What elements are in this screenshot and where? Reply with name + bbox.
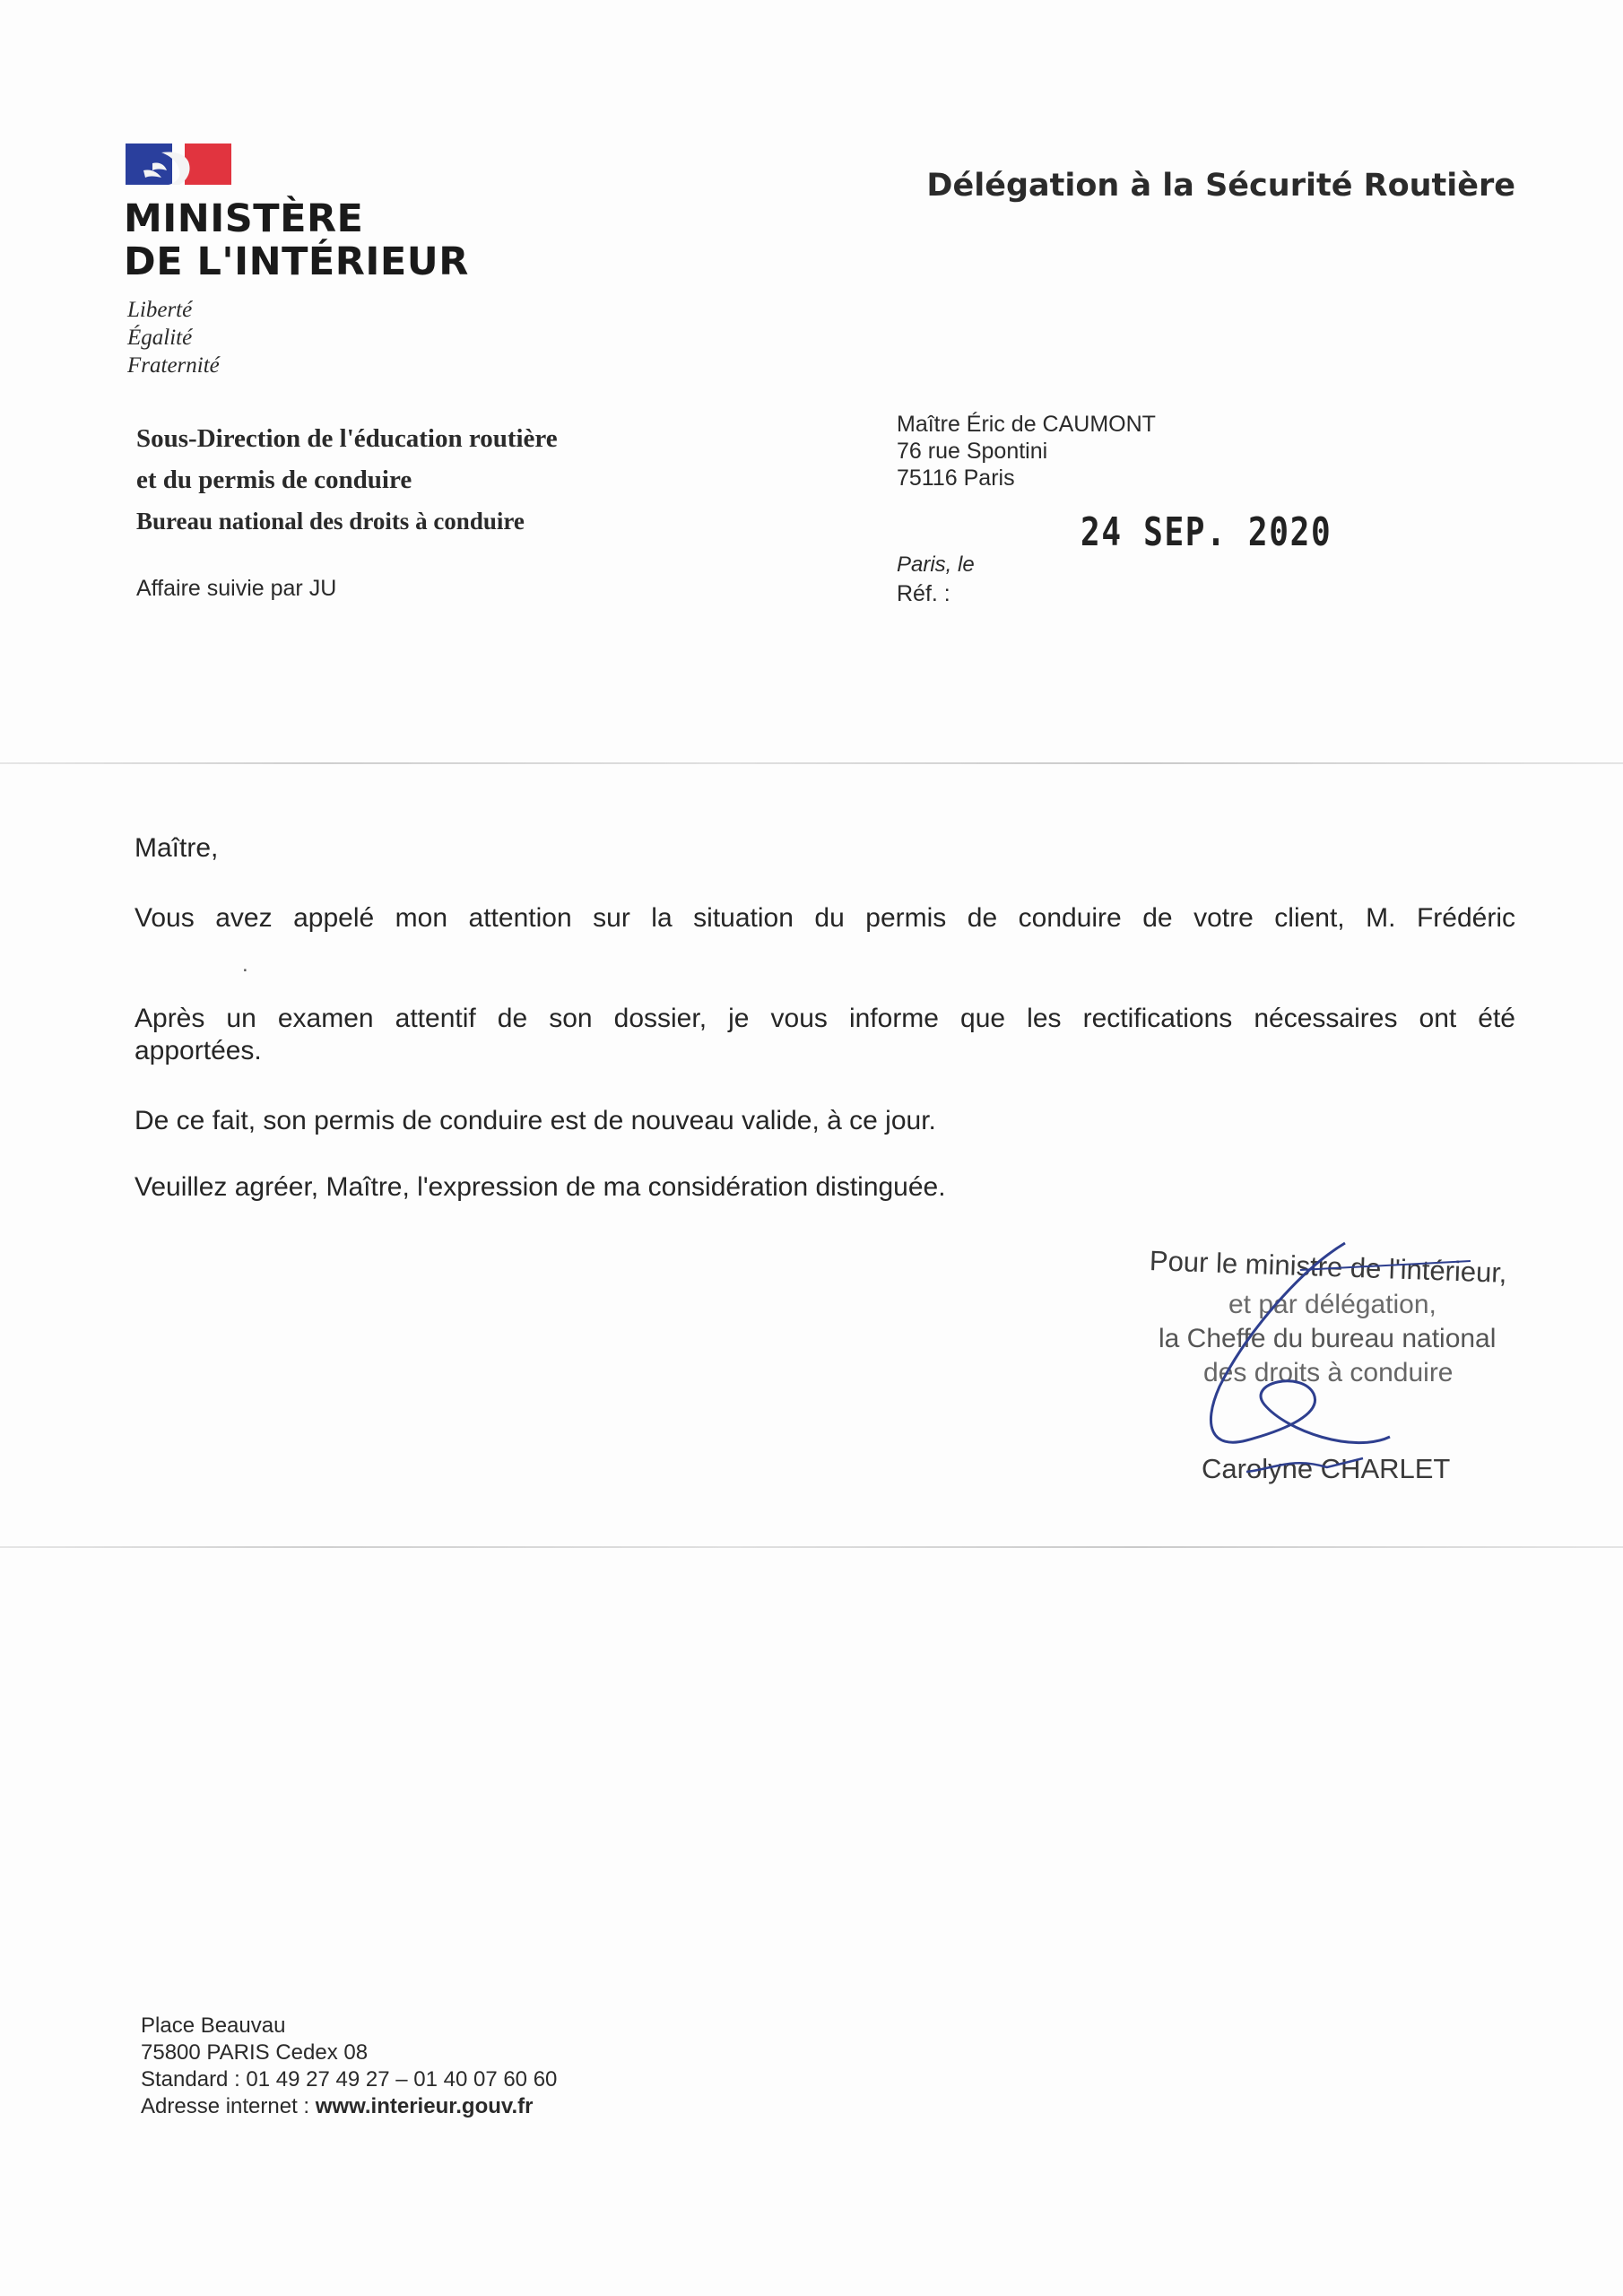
subdirection-line1: Sous-Direction de l'éducation routière xyxy=(136,424,558,453)
ministry-name xyxy=(124,197,469,283)
stamp-line3: la Cheffe du bureau national xyxy=(1159,1324,1497,1353)
paragraph-2-line2: apportées. xyxy=(135,1036,262,1065)
paragraph-3: De ce fait, son permis de conduire est de nouveau valide, à ce jour. xyxy=(135,1106,936,1135)
recipient-street: 76 rue Spontini xyxy=(897,439,1048,464)
footer-line1: Place Beauvau xyxy=(141,2013,286,2038)
motto-liberte: Liberté xyxy=(127,298,193,322)
stamp-line1: Pour le ministre de l'intérieur, xyxy=(1149,1245,1508,1289)
date-stamp: 24 SEP. 2020 xyxy=(1081,509,1332,555)
republic-motto xyxy=(127,296,220,379)
subdirection-line2: et du permis de conduire xyxy=(136,465,412,494)
ministry-line1: MINISTÈRE xyxy=(124,196,364,241)
motto-fraternite: Fraternité xyxy=(127,353,220,378)
reference-label: Réf. : xyxy=(897,581,950,606)
handwritten-signature xyxy=(1139,1234,1551,1503)
stamp-line2: et par délégation, xyxy=(1228,1290,1436,1319)
delegation-title: Délégation à la Sécurité Routière xyxy=(926,168,1515,204)
marianne-logo xyxy=(126,144,231,185)
paragraph-1-end: . xyxy=(242,952,248,977)
paragraph-2-line1: Après un examen attentif de son dossier, je vous informe que les rectifications nécessaires ont été xyxy=(135,1004,1515,1033)
closing-formula: Veuillez agréer, Maître, l'expression de ma considération distinguée. xyxy=(135,1172,946,1202)
footer-line3: Standard : 01 49 27 49 27 – 01 40 07 60 60 xyxy=(141,2067,558,2092)
footer-line2: 75800 PARIS Cedex 08 xyxy=(141,2040,369,2065)
footer-address xyxy=(141,2013,557,2120)
sender-department xyxy=(136,418,558,542)
signature-stamp xyxy=(1139,1234,1551,1503)
case-handler: Affaire suivie par JU xyxy=(136,576,337,601)
footer-website-link[interactable]: www.interieur.gouv.fr xyxy=(315,2094,534,2118)
place-label: Paris, le xyxy=(897,552,975,577)
ministry-line2: DE L'INTÉRIEUR xyxy=(124,239,469,284)
stamp-line4: des droits à conduire xyxy=(1203,1358,1454,1387)
bureau-name: Bureau national des droits à conduire xyxy=(136,508,525,535)
fold-line-bottom xyxy=(0,1546,1623,1548)
footer-line4 xyxy=(141,2093,557,2120)
recipient-city: 75116 Paris xyxy=(897,465,1015,491)
salutation: Maître, xyxy=(135,833,219,863)
paragraph-1: Vous avez appelé mon attention sur la situation du permis de conduire de votre client, M. Frédéric xyxy=(135,903,1515,933)
recipient-name: Maître Éric de CAUMONT xyxy=(897,412,1156,437)
signatory-name: Carolyne CHARLET xyxy=(1202,1453,1451,1484)
footer-web-label: Adresse internet : xyxy=(141,2094,316,2118)
fold-line-top xyxy=(0,762,1623,764)
motto-egalite: Égalité xyxy=(127,326,193,350)
recipient-address xyxy=(897,411,1156,491)
